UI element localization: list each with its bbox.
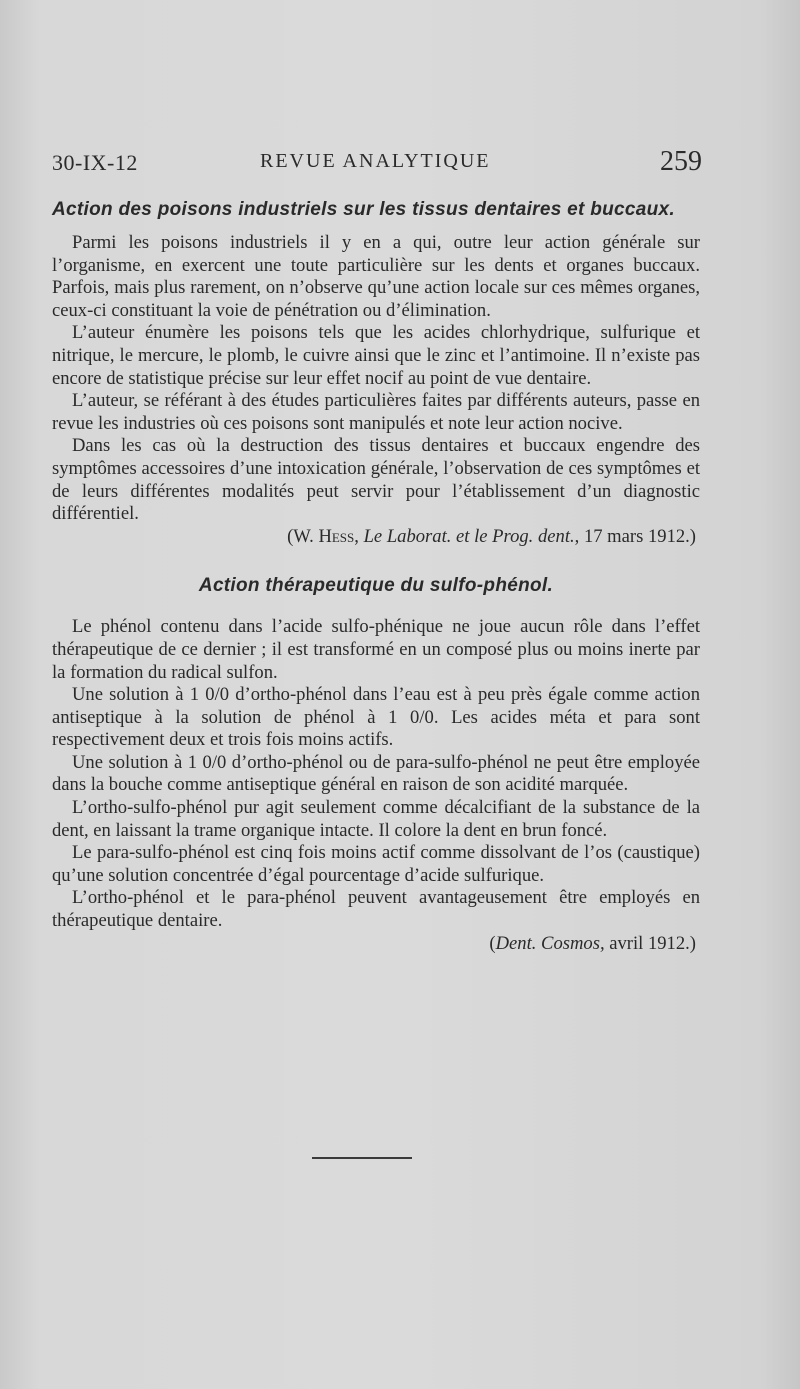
paragraph: Une solution à 1 0/0 d’ortho-phénol ou de para-sulfo-phénol ne peut être employée dans la bouche comme antiseptique général en raison de son acidité marquée.	[52, 751, 700, 796]
page-number: 259	[660, 146, 702, 177]
paragraph: L’auteur énumère les poisons tels que les acides chlorhydrique, sulfurique et nitrique, le mercure, le plomb, le cuivre ainsi que le zinc et l’antimoine. Il n’existe pas encore de statistique précise sur leur effet nocif au point de vue dentaire.	[52, 322, 700, 389]
citation-hess: (W. Hess, Le Laborat. et le Prog. dent., 17 mars 1912.)	[287, 525, 696, 547]
section-divider	[312, 1157, 412, 1159]
paragraph: Le para-sulfo-phénol est cinq fois moins actif comme dissolvant de l’os (caustique) qu’une solution concentrée d’égal pourcentage d’acide sulfurique.	[52, 842, 700, 886]
paragraph: Une solution à 1 0/0 d’ortho-phénol dans l’eau est à peu près égale comme action antiseptique à la solution de phénol à 1 0/0. Les acides méta et para sont respectivement deux et trois fois moins actifs.	[52, 684, 700, 751]
paragraph: L’ortho-sulfo-phénol pur agit seulement comme décalcifiant de la substance de la dent, en laissant la trame organique intacte. Il colore la dent en brun foncé.	[52, 797, 700, 841]
paragraph: Dans les cas où la destruction des tissus dentaires et buccaux engendre des symptômes accessoires d’une intoxication générale, l’observation de ces symptômes et de leurs différentes modalités peut servir pour l’établissement d’un diagnostic différentiel.	[52, 435, 700, 525]
paragraph: Le phénol contenu dans l’acide sulfo-phénique ne joue aucun rôle dans l’effet thérapeutique de ce dernier ; il est transformé en un composé plus ou moins inerte par la formation du radical sulfon.	[52, 616, 700, 683]
page-body	[52, 198, 700, 955]
paragraph: L’ortho-phénol et le para-phénol peuvent avantageusement être employés en thérapeutique dentaire.	[52, 887, 700, 932]
citation-cosmos: (Dent. Cosmos, avril 1912.)	[489, 932, 696, 954]
paragraph: Parmi les poisons industriels il y en a qui, outre leur action générale sur l’organisme, en exercent une toute particulière sur les dents et organes buccaux. Parfois, mais plus rarement, on n’observe qu’une action locale sur ces mêmes organes, ceux-ci constituant la voie de pénétration ou d’élimination.	[52, 232, 700, 321]
paragraph: L’auteur, se référant à des études particulières faites par différents auteurs, passe en revue les industries où ces poisons sont manipulés et note leur action nocive.	[52, 390, 700, 434]
page-header	[52, 146, 702, 178]
citation-author: Hess	[318, 525, 355, 547]
article-title-sulfophenol: Action thérapeutique du sulfo-phénol.	[198, 575, 554, 597]
article-title-poisons: Action des poisons industriels sur les tissus dentaires et buccaux.	[52, 199, 675, 220]
citation-journal: Le Laborat. et le Prog. dent.	[363, 525, 575, 547]
running-title: REVUE ANALYTIQUE	[260, 150, 491, 172]
citation-journal: Dent. Cosmos,	[495, 932, 605, 954]
header-date: 30-IX-12	[52, 150, 138, 175]
